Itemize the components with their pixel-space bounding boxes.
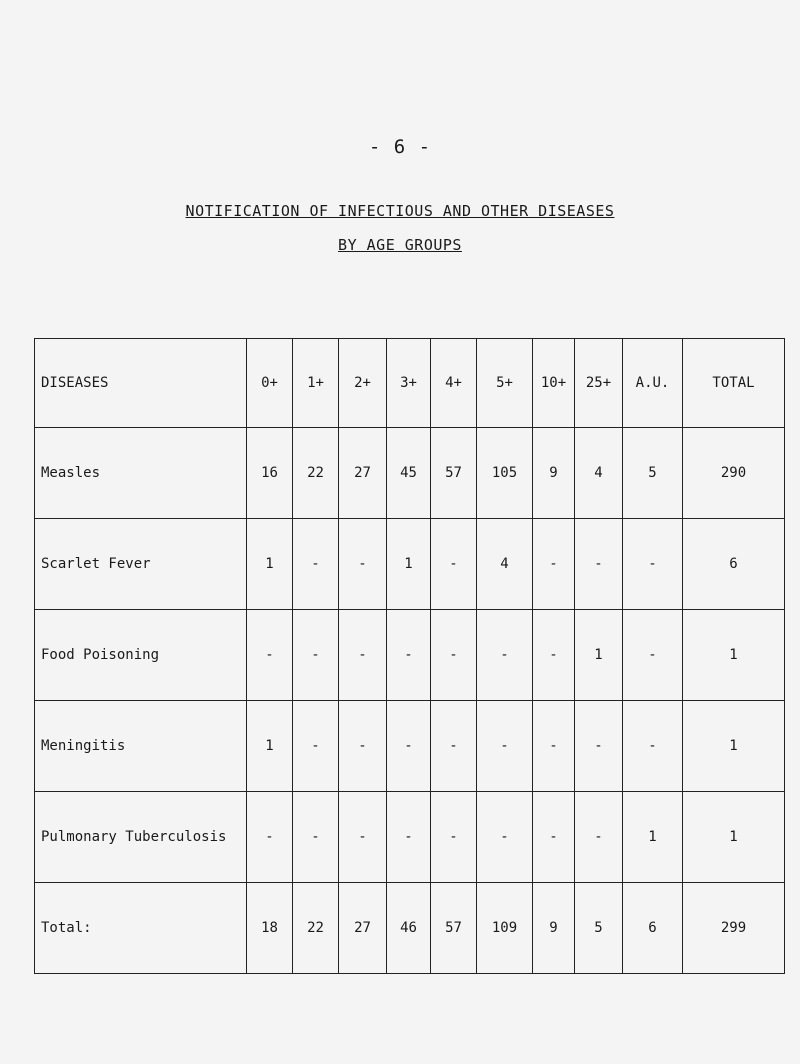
table-cell: 45	[387, 428, 431, 519]
table-cell: 6	[683, 519, 785, 610]
table-cell: 4	[477, 519, 533, 610]
page-subtitle: BY AGE GROUPS	[338, 236, 462, 254]
table-cell: -	[477, 610, 533, 701]
table-cell: -	[533, 610, 575, 701]
table-cell: -	[575, 701, 623, 792]
table-header-row	[35, 339, 785, 428]
table-row	[35, 519, 785, 610]
table-cell: -	[293, 610, 339, 701]
table-cell: -	[293, 701, 339, 792]
table-cell: 1	[387, 519, 431, 610]
table-cell: -	[431, 792, 477, 883]
table-cell: 5	[623, 428, 683, 519]
table-cell: -	[477, 701, 533, 792]
row-label: Measles	[35, 428, 247, 519]
table-cell: 27	[339, 883, 387, 974]
table-cell: 6	[623, 883, 683, 974]
table-cell: -	[293, 519, 339, 610]
column-header-age-10: 10+	[533, 339, 575, 428]
column-header-diseases: DISEASES	[35, 339, 247, 428]
page-title: NOTIFICATION OF INFECTIOUS AND OTHER DISEASES	[185, 202, 615, 220]
table-cell: 1	[247, 701, 293, 792]
table-cell: 4	[575, 428, 623, 519]
table-row	[35, 701, 785, 792]
disease-age-table	[34, 338, 785, 974]
row-label: Pulmonary Tuberculosis	[35, 792, 247, 883]
table-cell: 1	[247, 519, 293, 610]
table-cell: 22	[293, 428, 339, 519]
table-cell: -	[339, 701, 387, 792]
table-cell: 1	[683, 701, 785, 792]
table-cell: 1	[683, 792, 785, 883]
table-cell: -	[247, 792, 293, 883]
table-cell: -	[431, 701, 477, 792]
column-header-age-1: 1+	[293, 339, 339, 428]
row-label: Scarlet Fever	[35, 519, 247, 610]
row-label: Food Poisoning	[35, 610, 247, 701]
table-cell: -	[575, 792, 623, 883]
page-number: - 6 -	[368, 136, 432, 158]
table-cell: -	[247, 610, 293, 701]
table-cell: 105	[477, 428, 533, 519]
table-cell: 9	[533, 428, 575, 519]
column-header-age-2: 2+	[339, 339, 387, 428]
table-cell: -	[533, 792, 575, 883]
table-cell: -	[533, 519, 575, 610]
table-cell: -	[575, 519, 623, 610]
table-cell: 1	[683, 610, 785, 701]
column-header-age-4: 4+	[431, 339, 477, 428]
table-cell: 290	[683, 428, 785, 519]
table-cell: -	[339, 792, 387, 883]
table-cell: -	[623, 701, 683, 792]
table-cell: 57	[431, 428, 477, 519]
table-row	[35, 883, 785, 974]
table-cell: -	[477, 792, 533, 883]
table-cell: 27	[339, 428, 387, 519]
table-cell: 46	[387, 883, 431, 974]
table-cell: -	[533, 701, 575, 792]
table-cell: 16	[247, 428, 293, 519]
table-cell: -	[339, 519, 387, 610]
table-cell: -	[623, 519, 683, 610]
table-cell: 109	[477, 883, 533, 974]
table-cell: -	[293, 792, 339, 883]
row-label: Total:	[35, 883, 247, 974]
table-row	[35, 428, 785, 519]
table-row	[35, 610, 785, 701]
column-header-age-3: 3+	[387, 339, 431, 428]
table-cell: -	[387, 701, 431, 792]
table-cell: 22	[293, 883, 339, 974]
table-row	[35, 792, 785, 883]
table-cell: 5	[575, 883, 623, 974]
table-cell: 1	[575, 610, 623, 701]
table-cell: -	[623, 610, 683, 701]
table-cell: 9	[533, 883, 575, 974]
table-cell: 18	[247, 883, 293, 974]
table-cell: -	[387, 792, 431, 883]
table-cell: 299	[683, 883, 785, 974]
column-header-total: TOTAL	[683, 339, 785, 428]
column-header-age-25: 25+	[575, 339, 623, 428]
column-header-age-unknown: A.U.	[623, 339, 683, 428]
table-cell: -	[339, 610, 387, 701]
table-cell: -	[387, 610, 431, 701]
table-cell: 57	[431, 883, 477, 974]
table-cell: -	[431, 519, 477, 610]
column-header-age-5: 5+	[477, 339, 533, 428]
row-label: Meningitis	[35, 701, 247, 792]
column-header-age-0: 0+	[247, 339, 293, 428]
table-cell: -	[431, 610, 477, 701]
table-cell: 1	[623, 792, 683, 883]
